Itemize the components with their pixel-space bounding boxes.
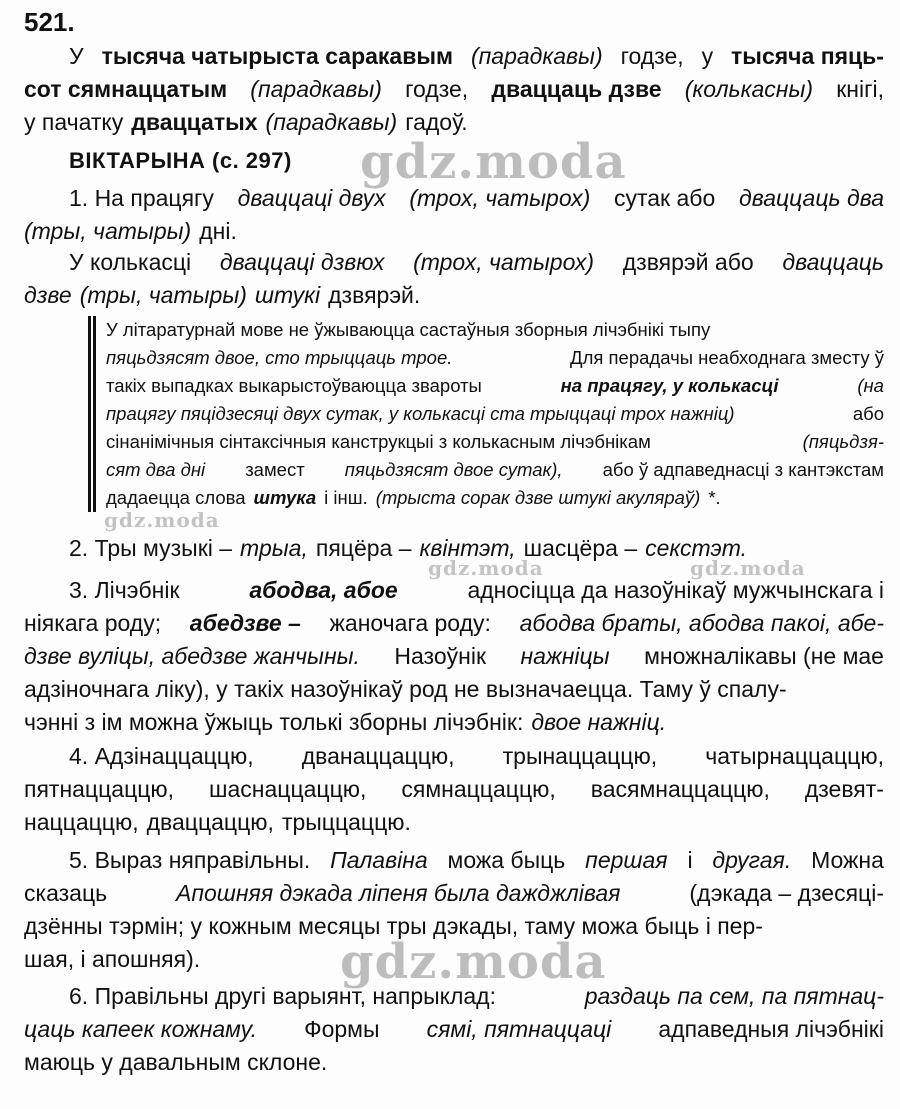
watermark: gdz.moda xyxy=(360,134,627,190)
text: можа быць xyxy=(447,847,566,873)
bold-italic-text: абодва, абое xyxy=(249,577,398,603)
text: дні. xyxy=(199,218,237,244)
text: 5. Выраз няправільны. xyxy=(69,847,311,873)
italic-text: дваццаці двух xyxy=(237,185,386,211)
italic-text: (парадкавы) xyxy=(250,76,382,102)
text: годзе, xyxy=(405,76,469,102)
text: такіх выпадках выкарыстоўваюцца звароты xyxy=(106,375,482,396)
text: 3. Лічэбнік xyxy=(69,577,180,603)
italic-text: дваццаць два xyxy=(738,185,884,211)
bold-text: дваццатых xyxy=(131,109,258,135)
text: у xyxy=(701,43,714,69)
text: у пачатку xyxy=(24,109,124,135)
text: дваццаццю, xyxy=(146,809,274,835)
bold-text: тысяча пяць- xyxy=(731,43,884,69)
italic-text: (парадкавы) xyxy=(265,109,398,135)
text: трынаццаццю, xyxy=(502,743,658,769)
text: трыццаццю. xyxy=(281,809,411,835)
text: 6. Правільны другі варыянт, напрыклад: xyxy=(69,983,496,1009)
italic-text: (на xyxy=(857,375,884,396)
text: адпаведныя лічэбнікі xyxy=(658,1016,884,1042)
italic-text: дваццаці дзвюх xyxy=(219,249,385,275)
answer-6 xyxy=(24,980,884,1079)
text: пяцёра – xyxy=(315,535,412,561)
text: сямнаццаццю, xyxy=(401,776,556,802)
italic-text: (трох, чатырох) xyxy=(409,185,591,211)
text: 1. На працягу xyxy=(69,185,214,211)
italic-text: раздаць па сем, па пятнац- xyxy=(584,983,884,1009)
italic-text: трыа, xyxy=(240,535,308,561)
italic-text: Апошняя дэкада ліпеня была дажджлівая xyxy=(176,880,621,906)
watermark: gdz.moda xyxy=(104,508,220,532)
text: (дэкада – дзесяці- xyxy=(689,880,884,906)
italic-text: другая. xyxy=(712,847,792,873)
answer-1 xyxy=(24,182,884,248)
text: дзвярэй. xyxy=(328,282,421,308)
text: Можна xyxy=(811,847,884,873)
bold-italic-text: штука xyxy=(253,487,317,508)
italic-text: (тры, чатыры) xyxy=(24,218,192,244)
italic-text: секстэт. xyxy=(645,535,748,561)
answer-3 xyxy=(24,574,884,739)
text: чэнні з ім можна ўжыць толькі зборны лічэбнік: xyxy=(24,709,524,735)
text: гадоў. xyxy=(405,109,468,135)
text: дзевят- xyxy=(804,776,884,802)
italic-text: дваццаць xyxy=(782,249,884,275)
note-rule xyxy=(88,316,96,512)
text: наццаццю, xyxy=(24,809,139,835)
text: і xyxy=(687,847,693,873)
italic-text: дзве xyxy=(24,282,72,308)
text: і інш. xyxy=(324,487,368,508)
text: кнігі, xyxy=(836,76,884,102)
text: пятнаццаццю, xyxy=(24,776,175,802)
italic-text: (колькасны) xyxy=(684,76,814,102)
italic-text: дзве вуліцы, абедзве жанчыны. xyxy=(24,643,360,669)
text: або ў адпаведнасці з кантэкстам xyxy=(602,459,884,480)
text: дзвярэй або xyxy=(622,249,754,275)
italic-text: пяцьдзясят двое сутак), xyxy=(344,459,563,480)
text: шая, і апошняя). xyxy=(24,946,201,972)
italic-text: (тры, чатыры) xyxy=(79,282,247,308)
exercise-number-block xyxy=(24,6,884,39)
text: адносіцца да назоўнікаў мужчынскага і xyxy=(467,577,884,603)
text: *. xyxy=(708,487,721,508)
italic-text: Палавіна xyxy=(330,847,428,873)
text: адзіночнага ліку), у такіх назоўнікаў род не вызначаецца. Таму ў спалу- xyxy=(24,676,787,702)
text: У літаратурнай мове не ўжываюцца састаўныя зборныя лічэбнікі тыпу xyxy=(106,319,711,340)
text: Назоўнік xyxy=(394,643,487,669)
italic-text: двое нажніц. xyxy=(531,709,667,735)
exercise-number: 521. xyxy=(24,7,75,37)
text: У xyxy=(69,43,84,69)
italic-text: (трох, чатырох) xyxy=(413,249,595,275)
intro-paragraph xyxy=(24,40,884,139)
text: васямнаццаццю, xyxy=(590,776,770,802)
bold-text: сот сямнаццатым xyxy=(24,76,228,102)
bold-italic-text: абедзве – xyxy=(189,610,301,636)
italic-text: штукі xyxy=(254,282,321,308)
grammar-note xyxy=(106,316,884,512)
italic-text: квінтэт, xyxy=(419,535,516,561)
text: сказаць xyxy=(24,880,108,906)
text: Для перадачы неабходнага зместу ў xyxy=(570,347,884,368)
text: У колькасці xyxy=(69,249,192,275)
italic-text: абодва браты, абодва пакоі, абе- xyxy=(519,610,884,636)
text: годзе, xyxy=(620,43,684,69)
italic-text: (пяцьдзя- xyxy=(802,431,884,452)
italic-text: (трыста сорак дзве штукі акуляраў) xyxy=(375,487,701,508)
text: замест xyxy=(245,459,305,480)
text: чатырнаццаццю, xyxy=(705,743,884,769)
watermark: gdz.moda xyxy=(340,934,607,990)
text: шаснаццаццю, xyxy=(209,776,367,802)
text: шасцёра – xyxy=(523,535,638,561)
answer-4 xyxy=(24,740,884,839)
italic-text: працягу пяцідзесяці двух сутак, у колькасці ста трыццаці трох нажніц) xyxy=(106,403,735,424)
italic-text: (парадкавы) xyxy=(470,43,603,69)
text: Формы xyxy=(304,1016,380,1042)
bold-text: дваццаць дзве xyxy=(491,76,662,102)
italic-text: першая xyxy=(585,847,668,873)
text: ніякага роду; xyxy=(24,610,162,636)
answer-1b xyxy=(24,246,884,312)
text: сутак або xyxy=(613,185,716,211)
text: дванаццаццю, xyxy=(301,743,455,769)
text: або xyxy=(852,403,884,424)
italic-text: цаць капеек кожнаму. xyxy=(24,1016,257,1042)
text: жаночага роду: xyxy=(329,610,491,636)
quiz-heading: ВІКТАРЫНА (с. 297) xyxy=(69,148,292,173)
italic-text: нажніцы xyxy=(520,643,610,669)
text: сінанімічныя сінтаксічныя канструкцыі з колькасным лічэбнікам xyxy=(106,431,651,452)
italic-text: сямі, пятнаццаці xyxy=(426,1016,612,1042)
italic-text: сят два дні xyxy=(106,459,206,480)
text: дзённы тэрмін; у кожным месяцы тры дэкады, таму можа быць і пер- xyxy=(24,913,763,939)
text: дадаецца слова xyxy=(106,487,246,508)
text: 4. Адзінаццаццю, xyxy=(69,743,254,769)
text: маюць у давальным склоне. xyxy=(24,1049,328,1075)
italic-text: пяцьдзясят двое, сто трыццаць трое. xyxy=(106,347,453,368)
bold-text: тысяча чатырыста саракавым xyxy=(101,43,454,69)
text: множналікавы (не мае xyxy=(644,643,884,669)
watermark: gdz.moda xyxy=(428,556,544,580)
bold-italic-text: на працягу, у колькасці xyxy=(560,375,779,396)
text: 2. Тры музыкі – xyxy=(69,535,233,561)
watermark: gdz.moda xyxy=(690,556,806,580)
